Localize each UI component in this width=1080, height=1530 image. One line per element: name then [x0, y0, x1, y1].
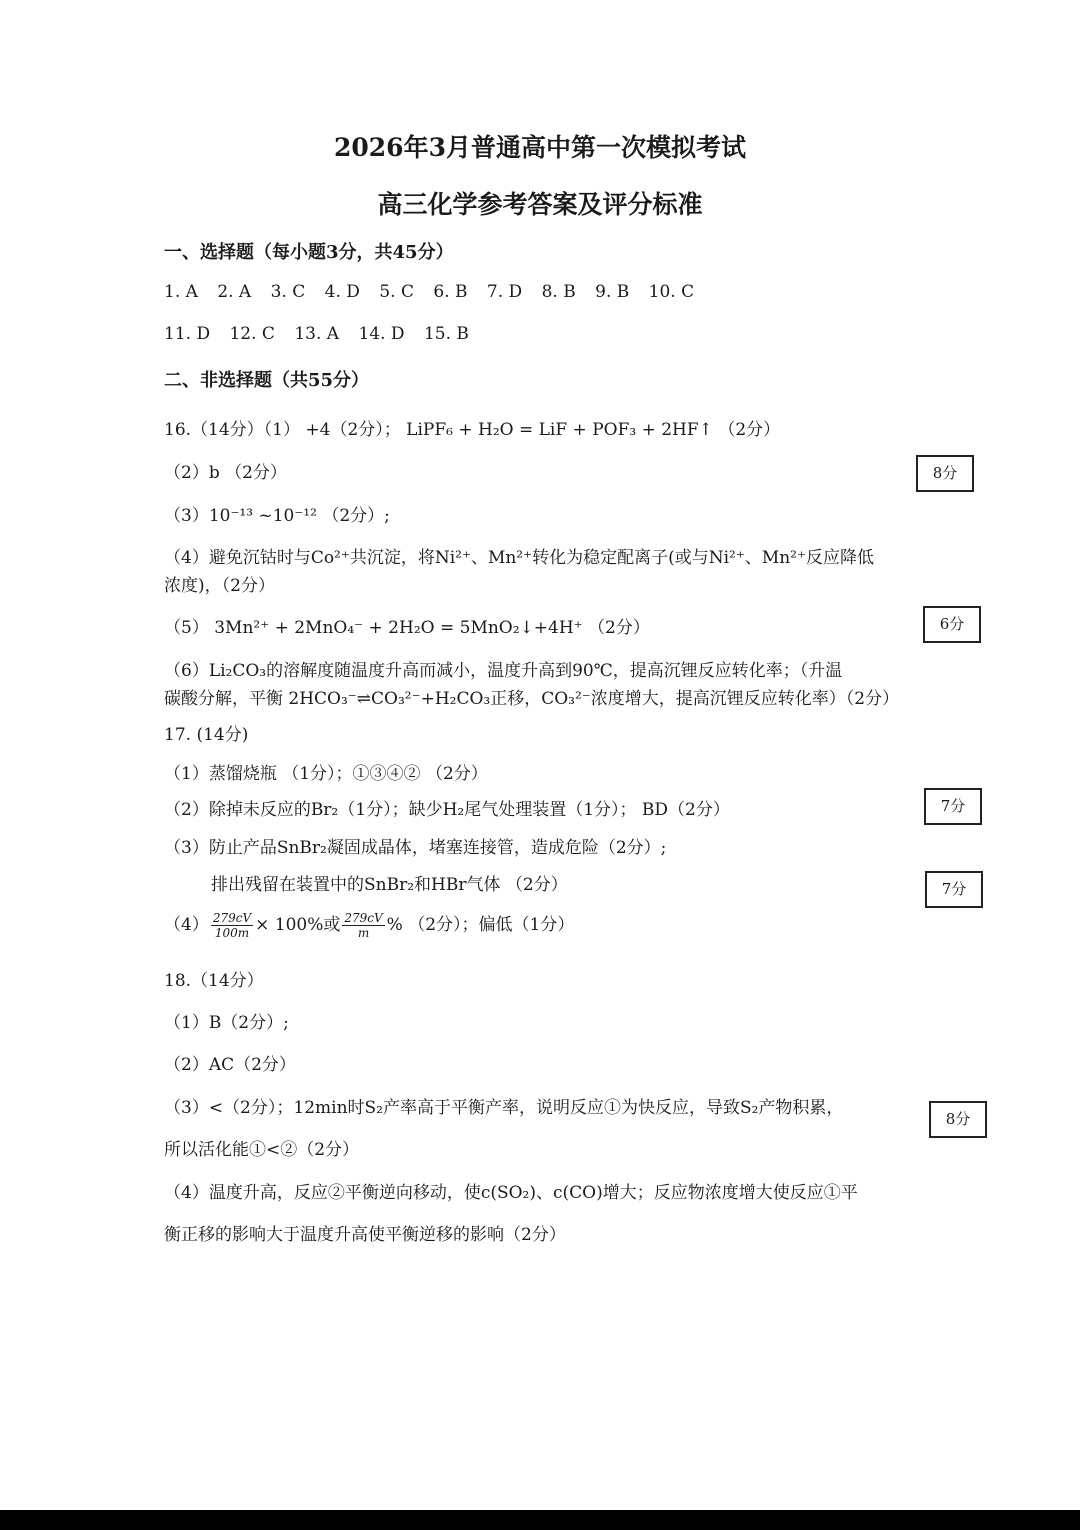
q18-line-4b: 衡正移的影响大于温度升高使平衡逆移的影响（2分） [164, 1225, 566, 1245]
mcq-answer: 14. D [358, 324, 405, 344]
q17-heading: 17. (14分) [164, 725, 249, 745]
q17-line-1: （1）蒸馏烧瓶 （1分）；①③④② （2分） [164, 764, 488, 784]
q18-heading: 18.（14分） [164, 971, 264, 991]
q18-line-3b: 所以活化能①<②（2分） [164, 1140, 360, 1160]
q17-line-3b: 排出残留在装置中的SnBr₂和HBr气体 （2分） [211, 875, 568, 895]
q16-line-6a: （6）Li₂CO₃的溶解度随温度升高而减小，温度升高到90℃，提高沉锂反应转化率；（升温 [164, 661, 843, 681]
mcq-answer: 15. B [423, 324, 469, 344]
mcq-answer: 2. A [217, 282, 252, 302]
mcq-answer: 10. C [648, 282, 695, 302]
q18-line-2: （2）AC（2分） [164, 1055, 296, 1075]
section-heading-nonchoice: 二、非选择题（共55分） [164, 370, 370, 391]
q17-line-4 [164, 910, 574, 940]
mcq-answer: 5. C [379, 282, 414, 302]
score-box: 8分 [929, 1101, 987, 1138]
fraction [342, 911, 384, 940]
q17-line-3a: （3）防止产品SnBr₂凝固成晶体，堵塞连接管，造成危险（2分）; [164, 838, 667, 858]
q16-line-6b: 碳酸分解，平衡 2HCO₃⁻⇌CO₃²⁻+H₂CO₃正移，CO₃²⁻浓度增大，提高沉锂反应转化率）（2分） [164, 689, 900, 709]
q18-line-1: （1）B（2分）; [164, 1013, 289, 1033]
mcq-answer: 12. C [229, 324, 275, 344]
q16-line-4b: 浓度)，（2分） [164, 576, 275, 596]
mcq-answer: 11. D [164, 324, 211, 344]
q16-line-5: （5） 3Mn²⁺ + 2MnO₄⁻ + 2H₂O = 5MnO₂↓+4H⁺ （2分） [164, 618, 650, 638]
fraction-denominator: m [357, 926, 370, 940]
q17-line-4-prefix: （4） [164, 915, 209, 935]
q17-line-2: （2）除掉未反应的Br₂（1分）；缺少H₂尾气处理装置（1分）； BD（2分） [164, 800, 730, 820]
fraction-denominator: 100m [214, 926, 250, 940]
q16-line-4a: （4）避免沉钴时与Co²⁺共沉淀，将Ni²⁺、Mn²⁺转化为稳定配离子(或与Ni²⁺、Mn²⁺反应降低 [164, 548, 874, 568]
mcq-answer: 7. D [486, 282, 523, 302]
mcq-answer: 6. B [433, 282, 468, 302]
mcq-row-2 [164, 324, 483, 344]
mcq-answer: 3. C [270, 282, 306, 302]
mcq-answer: 1. A [164, 282, 198, 302]
mcq-answer: 4. D [324, 282, 360, 302]
mcq-answer: 8. B [541, 282, 576, 302]
score-box: 6分 [923, 606, 981, 643]
fraction-numerator: 279cV [344, 911, 383, 925]
page-subtitle: 高三化学参考答案及评分标准 [377, 190, 703, 219]
mcq-row-1 [164, 282, 708, 302]
q18-line-3a: （3）<（2分）；12min时S₂产率高于平衡产率，说明反应①为快反应，导致S₂产物积累， [164, 1098, 844, 1118]
q17-line-4-mid: × 100%或 [255, 915, 341, 935]
q16-line-2: （2）b （2分） [164, 463, 287, 483]
bottom-bar [0, 1510, 1080, 1530]
mcq-answer: 9. B [595, 282, 630, 302]
q16-line-3: （3）10⁻¹³ ~10⁻¹² （2分）; [164, 506, 390, 526]
score-box: 7分 [924, 788, 982, 825]
score-box: 8分 [916, 455, 974, 492]
page-title: 2026年3月普通高中第一次模拟考试 [334, 133, 746, 162]
fraction-numerator: 279cV [212, 911, 252, 925]
score-box: 7分 [925, 871, 983, 908]
fraction [211, 911, 253, 940]
section-heading-choice: 一、选择题（每小题3分，共45分） [164, 242, 454, 263]
q17-line-4-suffix: % （2分）；偏低（1分） [386, 915, 575, 935]
q18-line-4a: （4）温度升高，反应②平衡逆向移动，使c(SO₂)、c(CO)增大；反应物浓度增大使反应①平 [164, 1183, 858, 1203]
mcq-answer: 13. A [294, 324, 340, 344]
q16-line-1: 16.（14分）（1） +4（2分）； LiPF₆ + H₂O = LiF + POF₃ + 2HF↑ （2分） [164, 420, 781, 440]
